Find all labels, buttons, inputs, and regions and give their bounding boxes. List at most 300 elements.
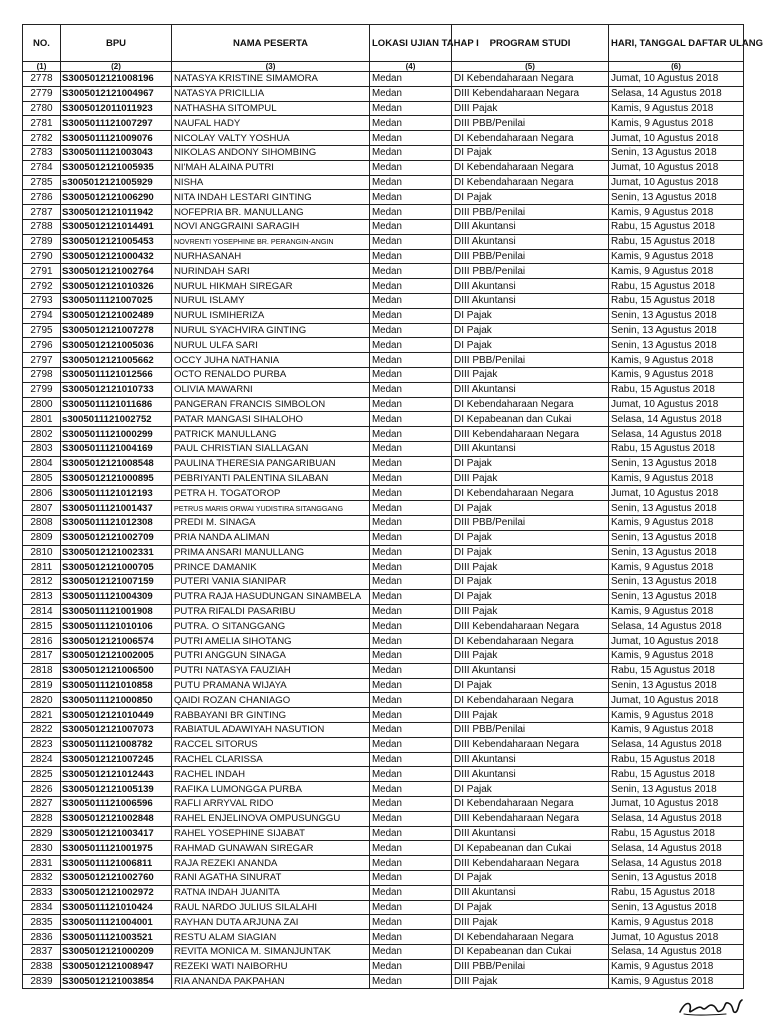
bpu-code: S3005011121001908 [61, 604, 172, 619]
exam-location: Medan [370, 397, 452, 412]
exam-location: Medan [370, 604, 452, 619]
participant-name: RAHMAD GUNAWAN SIREGAR [172, 841, 370, 856]
row-number: 2801 [23, 412, 61, 427]
table-row [23, 871, 744, 886]
col-index: (2) [61, 62, 172, 72]
study-program: DIII PBB/Penilai [452, 723, 609, 738]
row-number: 2789 [23, 234, 61, 249]
row-number: 2804 [23, 456, 61, 471]
exam-location: Medan [370, 441, 452, 456]
exam-location: Medan [370, 264, 452, 279]
table-row [23, 723, 744, 738]
exam-location: Medan [370, 871, 452, 886]
bpu-code: S3005012121007159 [61, 575, 172, 590]
bpu-code: S3005012121010326 [61, 279, 172, 294]
table-row [23, 293, 744, 308]
row-number: 2817 [23, 649, 61, 664]
reregistration-date: Selasa, 14 Agustus 2018 [609, 86, 744, 101]
reregistration-date: Rabu, 15 Agustus 2018 [609, 234, 744, 249]
reregistration-date: Senin, 13 Agustus 2018 [609, 575, 744, 590]
study-program: DI Kebendaharaan Negara [452, 693, 609, 708]
row-number: 2819 [23, 678, 61, 693]
table-row [23, 338, 744, 353]
study-program: DIII PBB/Penilai [452, 515, 609, 530]
bpu-code: S3005012121006574 [61, 634, 172, 649]
exam-location: Medan [370, 737, 452, 752]
bpu-code: S3005012121010733 [61, 382, 172, 397]
reregistration-date: Senin, 13 Agustus 2018 [609, 145, 744, 160]
exam-location: Medan [370, 619, 452, 634]
reregistration-date: Kamis, 9 Agustus 2018 [609, 249, 744, 264]
exam-location: Medan [370, 367, 452, 382]
row-number: 2778 [23, 72, 61, 87]
exam-location: Medan [370, 382, 452, 397]
bpu-code: S3005012121000895 [61, 471, 172, 486]
bpu-code: S3005011121006596 [61, 797, 172, 812]
bpu-code: S3005012011011923 [61, 101, 172, 116]
exam-location: Medan [370, 634, 452, 649]
bpu-code: S3005012121002331 [61, 545, 172, 560]
table-row [23, 752, 744, 767]
participant-name: RATNA INDAH JUANITA [172, 885, 370, 900]
exam-location: Medan [370, 427, 452, 442]
study-program: DI Pajak [452, 545, 609, 560]
participant-name: PUTRA RAJA HASUDUNGAN SINAMBELA [172, 589, 370, 604]
reregistration-date: Selasa, 14 Agustus 2018 [609, 619, 744, 634]
participant-name: NURUL ISMIHERIZA [172, 308, 370, 323]
participant-name: RACHEL CLARISSA [172, 752, 370, 767]
exam-location: Medan [370, 293, 452, 308]
exam-location: Medan [370, 649, 452, 664]
participant-name: RABIATUL ADAWIYAH NASUTION [172, 723, 370, 738]
exam-location: Medan [370, 190, 452, 205]
bpu-code: S3005011121009076 [61, 131, 172, 146]
exam-location: Medan [370, 530, 452, 545]
bpu-code: S3005012121004967 [61, 86, 172, 101]
exam-location: Medan [370, 589, 452, 604]
table-row [23, 456, 744, 471]
col-header-nama: NAMA PESERTA [172, 25, 370, 62]
exam-location: Medan [370, 945, 452, 960]
reregistration-date: Rabu, 15 Agustus 2018 [609, 441, 744, 456]
row-number: 2837 [23, 945, 61, 960]
exam-location: Medan [370, 456, 452, 471]
table-row [23, 811, 744, 826]
reregistration-date: Senin, 13 Agustus 2018 [609, 900, 744, 915]
reregistration-date: Kamis, 9 Agustus 2018 [609, 367, 744, 382]
reregistration-date: Kamis, 9 Agustus 2018 [609, 205, 744, 220]
study-program: DI Pajak [452, 190, 609, 205]
participant-name: RESTU ALAM SIAGIAN [172, 930, 370, 945]
study-program: DIII Pajak [452, 649, 609, 664]
reregistration-date: Selasa, 14 Agustus 2018 [609, 811, 744, 826]
table-row [23, 160, 744, 175]
reregistration-date: Jumat, 10 Agustus 2018 [609, 131, 744, 146]
reregistration-date: Rabu, 15 Agustus 2018 [609, 663, 744, 678]
row-number: 2811 [23, 560, 61, 575]
study-program: DIII Kebendaharaan Negara [452, 856, 609, 871]
row-number: 2794 [23, 308, 61, 323]
table-row [23, 708, 744, 723]
table-row [23, 945, 744, 960]
study-program: DI Kebendaharaan Negara [452, 930, 609, 945]
reregistration-date: Rabu, 15 Agustus 2018 [609, 293, 744, 308]
participant-name: PRINCE DAMANIK [172, 560, 370, 575]
table-row [23, 382, 744, 397]
participant-name: RAFLI ARRYVAL RIDO [172, 797, 370, 812]
study-program: DIII Akuntansi [452, 219, 609, 234]
bpu-code: S3005012121012443 [61, 767, 172, 782]
row-number: 2779 [23, 86, 61, 101]
study-program: DIII Kebendaharaan Negara [452, 737, 609, 752]
study-program: DIII Akuntansi [452, 234, 609, 249]
exam-location: Medan [370, 560, 452, 575]
exam-location: Medan [370, 219, 452, 234]
participant-name: PUTRI ANGGUN SINAGA [172, 649, 370, 664]
participant-name: PRIMA ANSARI MANULLANG [172, 545, 370, 560]
reregistration-date: Kamis, 9 Agustus 2018 [609, 959, 744, 974]
table-row [23, 86, 744, 101]
participant-name: PAUL CHRISTIAN SIALLAGAN [172, 441, 370, 456]
participant-name: NI'MAH ALAINA PUTRI [172, 160, 370, 175]
exam-location: Medan [370, 856, 452, 871]
exam-location: Medan [370, 234, 452, 249]
row-number: 2827 [23, 797, 61, 812]
table-row [23, 486, 744, 501]
participant-name: PUTRA. O SITANGGANG [172, 619, 370, 634]
study-program: DI Pajak [452, 782, 609, 797]
bpu-code: S3005011121012193 [61, 486, 172, 501]
row-number: 2834 [23, 900, 61, 915]
bpu-code: S3005011121007025 [61, 293, 172, 308]
study-program: DIII Kebendaharaan Negara [452, 427, 609, 442]
study-program: DIII PBB/Penilai [452, 353, 609, 368]
col-index: (5) [452, 62, 609, 72]
exam-location: Medan [370, 693, 452, 708]
row-number: 2809 [23, 530, 61, 545]
table-row [23, 501, 744, 516]
bpu-code: S3005012121011942 [61, 205, 172, 220]
bpu-code: S3005011121011686 [61, 397, 172, 412]
bpu-code: S3005012121002764 [61, 264, 172, 279]
table-row [23, 841, 744, 856]
reregistration-date: Rabu, 15 Agustus 2018 [609, 752, 744, 767]
study-program: DIII Kebendaharaan Negara [452, 811, 609, 826]
row-number: 2796 [23, 338, 61, 353]
study-program: DIII Pajak [452, 915, 609, 930]
row-number: 2806 [23, 486, 61, 501]
participant-name: PETRA H. TOGATOROP [172, 486, 370, 501]
bpu-code: S3005011121000299 [61, 427, 172, 442]
reregistration-date: Selasa, 14 Agustus 2018 [609, 945, 744, 960]
exam-location: Medan [370, 308, 452, 323]
reregistration-date: Senin, 13 Agustus 2018 [609, 871, 744, 886]
table-row [23, 545, 744, 560]
table-row [23, 782, 744, 797]
bpu-code: S3005012121006290 [61, 190, 172, 205]
participant-name: NURUL SYACHVIRA GINTING [172, 323, 370, 338]
bpu-code: S3005011121010858 [61, 678, 172, 693]
bpu-code: S3005012121014491 [61, 219, 172, 234]
reregistration-date: Kamis, 9 Agustus 2018 [609, 974, 744, 989]
table-row [23, 219, 744, 234]
row-number: 2803 [23, 441, 61, 456]
study-program: DIII Akuntansi [452, 382, 609, 397]
table-row [23, 353, 744, 368]
participant-name: PRIA NANDA ALIMAN [172, 530, 370, 545]
study-program: DI Pajak [452, 871, 609, 886]
reregistration-date: Senin, 13 Agustus 2018 [609, 545, 744, 560]
row-number: 2816 [23, 634, 61, 649]
table-row [23, 678, 744, 693]
exam-location: Medan [370, 145, 452, 160]
row-number: 2793 [23, 293, 61, 308]
participant-name: PATAR MANGASI SIHALOHO [172, 412, 370, 427]
exam-location: Medan [370, 826, 452, 841]
table-row [23, 974, 744, 989]
bpu-code: S3005011121007297 [61, 116, 172, 131]
row-number: 2835 [23, 915, 61, 930]
exam-location: Medan [370, 930, 452, 945]
participant-name: PETRUS MARIS ORWAI YUDISTIRA SITANGGANG [172, 501, 370, 516]
exam-location: Medan [370, 175, 452, 190]
participant-name: PATRICK MANULLANG [172, 427, 370, 442]
row-number: 2786 [23, 190, 61, 205]
participant-name: NURUL ISLAMY [172, 293, 370, 308]
participant-name: RAFIKA LUMONGGA PURBA [172, 782, 370, 797]
study-program: DI Pajak [452, 145, 609, 160]
bpu-code: S3005012121002005 [61, 649, 172, 664]
reregistration-date: Rabu, 15 Agustus 2018 [609, 767, 744, 782]
row-number: 2833 [23, 885, 61, 900]
bpu-code: S3005011121010424 [61, 900, 172, 915]
bpu-code: S3005012121005662 [61, 353, 172, 368]
row-number: 2818 [23, 663, 61, 678]
exam-location: Medan [370, 885, 452, 900]
participant-name: PUTRA RIFALDI PASARIBU [172, 604, 370, 619]
reregistration-date: Kamis, 9 Agustus 2018 [609, 116, 744, 131]
study-program: DI Pajak [452, 501, 609, 516]
reregistration-date: Senin, 13 Agustus 2018 [609, 323, 744, 338]
exam-location: Medan [370, 575, 452, 590]
study-program: DIII Pajak [452, 560, 609, 575]
reregistration-date: Senin, 13 Agustus 2018 [609, 190, 744, 205]
reregistration-date: Jumat, 10 Agustus 2018 [609, 486, 744, 501]
table-row [23, 131, 744, 146]
participant-name: OLIVIA MAWARNI [172, 382, 370, 397]
study-program: DI Pajak [452, 900, 609, 915]
participant-name: RAYHAN DUTA ARJUNA ZAI [172, 915, 370, 930]
participant-name: RAHEL YOSEPHINE SIJABAT [172, 826, 370, 841]
table-row [23, 249, 744, 264]
table-row [23, 279, 744, 294]
row-number: 2826 [23, 782, 61, 797]
row-number: 2808 [23, 515, 61, 530]
study-program: DI Pajak [452, 456, 609, 471]
row-number: 2838 [23, 959, 61, 974]
reregistration-date: Kamis, 9 Agustus 2018 [609, 471, 744, 486]
reregistration-date: Rabu, 15 Agustus 2018 [609, 279, 744, 294]
study-program: DIII Pajak [452, 471, 609, 486]
col-header-hari: HARI, TANGGAL DAFTAR ULANG [609, 25, 744, 62]
study-program: DI Kebendaharaan Negara [452, 634, 609, 649]
row-number: 2788 [23, 219, 61, 234]
col-index: (4) [370, 62, 452, 72]
table-row [23, 397, 744, 412]
bpu-code: S3005011121012566 [61, 367, 172, 382]
reregistration-date: Senin, 13 Agustus 2018 [609, 678, 744, 693]
participant-name: NURHASANAH [172, 249, 370, 264]
bpu-code: S3005012121002972 [61, 885, 172, 900]
table-row [23, 737, 744, 752]
study-program: DI Pajak [452, 338, 609, 353]
row-number: 2807 [23, 501, 61, 516]
participant-name: RABBAYANI BR GINTING [172, 708, 370, 723]
table-row [23, 175, 744, 190]
study-program: DIII Akuntansi [452, 279, 609, 294]
bpu-code: s3005011121002752 [61, 412, 172, 427]
col-index: (1) [23, 62, 61, 72]
study-program: DI Kepabeanan dan Cukai [452, 841, 609, 856]
reregistration-date: Senin, 13 Agustus 2018 [609, 456, 744, 471]
bpu-code: S3005012121000705 [61, 560, 172, 575]
reregistration-date: Jumat, 10 Agustus 2018 [609, 160, 744, 175]
exam-location: Medan [370, 249, 452, 264]
row-number: 2830 [23, 841, 61, 856]
participant-name: NURINDAH SARI [172, 264, 370, 279]
exam-location: Medan [370, 752, 452, 767]
bpu-code: S3005012121000432 [61, 249, 172, 264]
reregistration-date: Jumat, 10 Agustus 2018 [609, 797, 744, 812]
row-number: 2795 [23, 323, 61, 338]
exam-location: Medan [370, 486, 452, 501]
participant-name: NOVRENTI YOSEPHINE BR. PERANGIN-ANGIN [172, 234, 370, 249]
participant-name: NATASYA KRISTINE SIMAMORA [172, 72, 370, 87]
table-row [23, 441, 744, 456]
bpu-code: S3005011121001437 [61, 501, 172, 516]
participant-name: NOFEPRIA BR. MANULLANG [172, 205, 370, 220]
row-number: 2839 [23, 974, 61, 989]
table-row [23, 634, 744, 649]
exam-location: Medan [370, 841, 452, 856]
table-row [23, 619, 744, 634]
row-number: 2791 [23, 264, 61, 279]
row-number: 2781 [23, 116, 61, 131]
participant-name: NOVI ANGGRAINI SARAGIH [172, 219, 370, 234]
bpu-code: S3005011121004169 [61, 441, 172, 456]
bpu-code: S3005012121006500 [61, 663, 172, 678]
participant-table [22, 24, 763, 989]
bpu-code: S3005011121010106 [61, 619, 172, 634]
bpu-code: S3005012121008947 [61, 959, 172, 974]
exam-location: Medan [370, 412, 452, 427]
reregistration-date: Jumat, 10 Agustus 2018 [609, 397, 744, 412]
exam-location: Medan [370, 708, 452, 723]
row-number: 2832 [23, 871, 61, 886]
study-program: DIII Akuntansi [452, 441, 609, 456]
participant-name: NURUL ULFA SARI [172, 338, 370, 353]
study-program: DI Pajak [452, 530, 609, 545]
bpu-code: S3005011121004309 [61, 589, 172, 604]
exam-location: Medan [370, 323, 452, 338]
exam-location: Medan [370, 678, 452, 693]
table-row [23, 471, 744, 486]
study-program: DI Pajak [452, 575, 609, 590]
bpu-code: S3005011121000850 [61, 693, 172, 708]
participant-name: NURUL HIKMAH SIREGAR [172, 279, 370, 294]
study-program: DIII PBB/Penilai [452, 116, 609, 131]
row-number: 2824 [23, 752, 61, 767]
study-program: DI Kebendaharaan Negara [452, 160, 609, 175]
signature-mark [676, 990, 746, 1020]
reregistration-date: Kamis, 9 Agustus 2018 [609, 723, 744, 738]
col-index: (6) [609, 62, 744, 72]
row-number: 2828 [23, 811, 61, 826]
header-row [23, 25, 744, 62]
row-number: 2792 [23, 279, 61, 294]
bpu-code: S3005012121007278 [61, 323, 172, 338]
reregistration-date: Selasa, 14 Agustus 2018 [609, 412, 744, 427]
row-number: 2812 [23, 575, 61, 590]
study-program: DI Pajak [452, 308, 609, 323]
exam-location: Medan [370, 353, 452, 368]
reregistration-date: Senin, 13 Agustus 2018 [609, 589, 744, 604]
bpu-code: S3005012121005453 [61, 234, 172, 249]
col-header-lokasi: LOKASI UJIAN TAHAP I [370, 25, 452, 62]
participant-name: RACCEL SITORUS [172, 737, 370, 752]
study-program: DIII Pajak [452, 604, 609, 619]
row-number: 2805 [23, 471, 61, 486]
reregistration-date: Jumat, 10 Agustus 2018 [609, 693, 744, 708]
reregistration-date: Rabu, 15 Agustus 2018 [609, 382, 744, 397]
reregistration-date: Kamis, 9 Agustus 2018 [609, 101, 744, 116]
study-program: DI Pajak [452, 323, 609, 338]
participant-name: RAHEL ENJELINOVA OMPUSUNGGU [172, 811, 370, 826]
row-number: 2780 [23, 101, 61, 116]
table-row [23, 604, 744, 619]
table-row [23, 575, 744, 590]
participant-name: NITA INDAH LESTARI GINTING [172, 190, 370, 205]
table-row [23, 412, 744, 427]
row-number: 2821 [23, 708, 61, 723]
study-program: DIII Pajak [452, 367, 609, 382]
table-row [23, 72, 744, 87]
participant-name: PAULINA THERESIA PANGARIBUAN [172, 456, 370, 471]
col-header-program: PROGRAM STUDI [452, 25, 609, 62]
reregistration-date: Kamis, 9 Agustus 2018 [609, 649, 744, 664]
bpu-code: S3005012121008196 [61, 72, 172, 87]
col-header-bpu: BPU [61, 25, 172, 62]
bpu-code: s3005012121005929 [61, 175, 172, 190]
row-number: 2813 [23, 589, 61, 604]
bpu-code: S3005011121008782 [61, 737, 172, 752]
row-number: 2815 [23, 619, 61, 634]
exam-location: Medan [370, 131, 452, 146]
reregistration-date: Selasa, 14 Agustus 2018 [609, 856, 744, 871]
reregistration-date: Senin, 13 Agustus 2018 [609, 782, 744, 797]
row-number: 2797 [23, 353, 61, 368]
table-row [23, 589, 744, 604]
participant-name: NICOLAY VALTY YOSHUA [172, 131, 370, 146]
study-program: DIII Akuntansi [452, 885, 609, 900]
participant-name: RACHEL INDAH [172, 767, 370, 782]
exam-location: Medan [370, 723, 452, 738]
bpu-code: S3005012121002709 [61, 530, 172, 545]
reregistration-date: Senin, 13 Agustus 2018 [609, 338, 744, 353]
table-row [23, 515, 744, 530]
study-program: DI Pajak [452, 589, 609, 604]
row-number: 2782 [23, 131, 61, 146]
